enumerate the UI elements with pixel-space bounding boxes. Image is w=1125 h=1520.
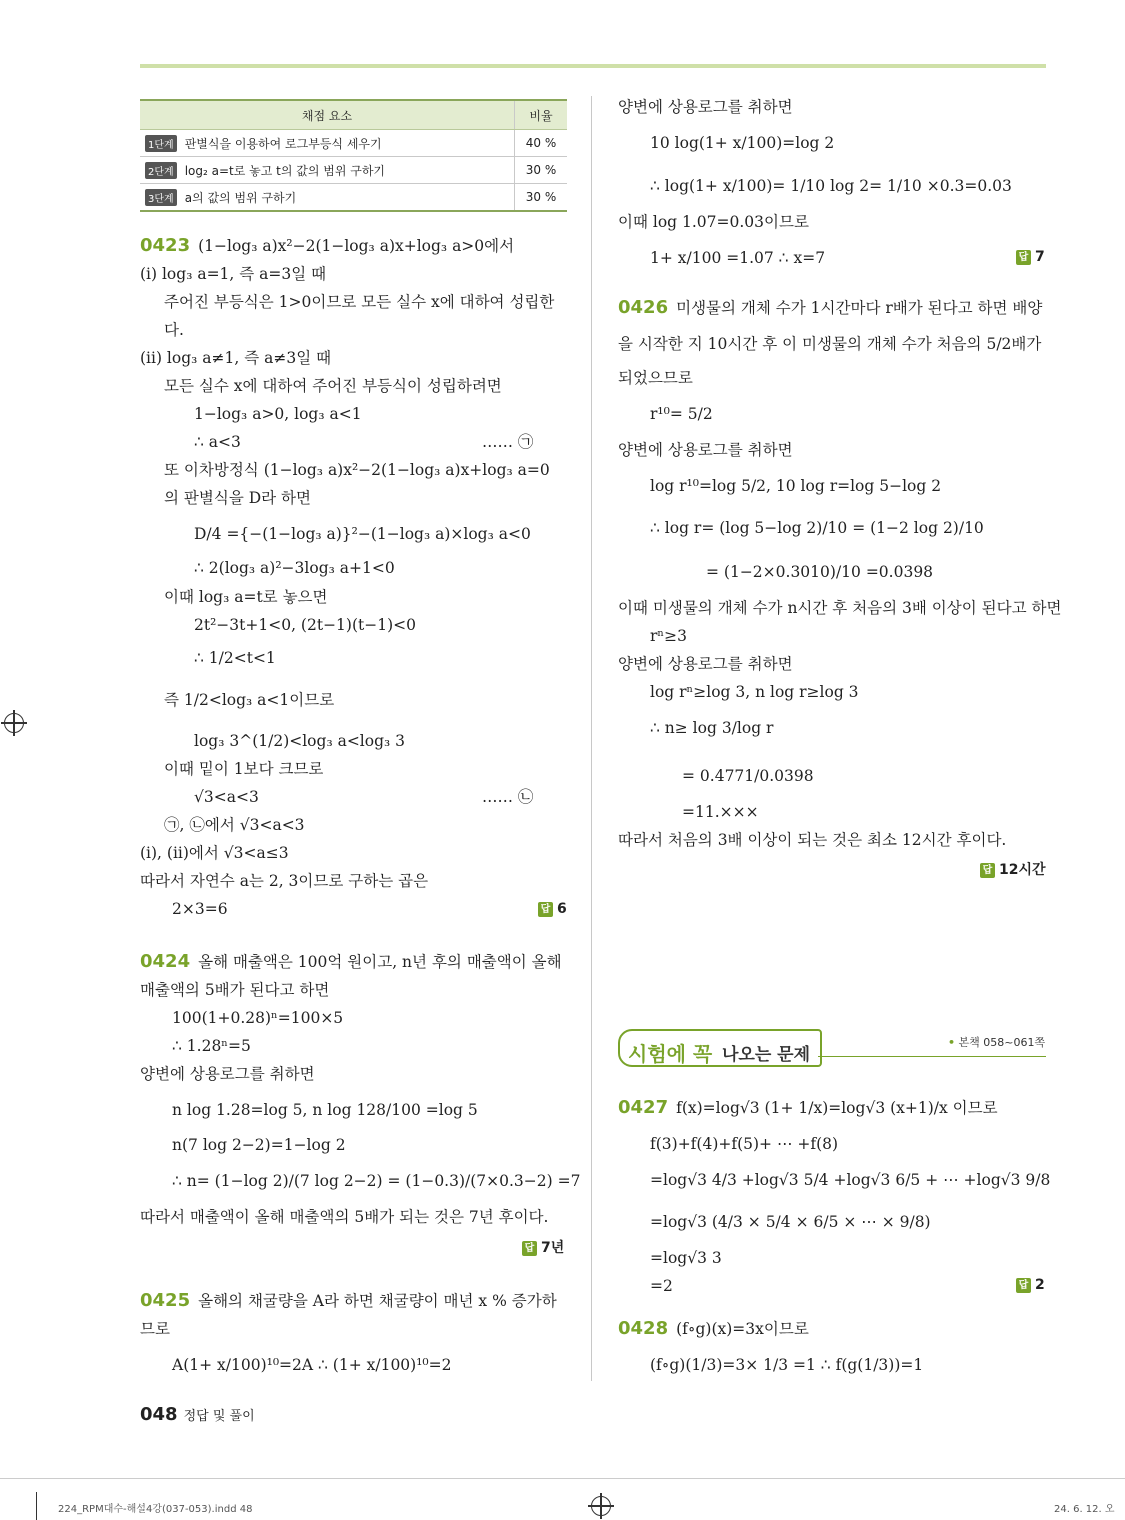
problem-0424-line: n(7 log 2−2)=1−log 2 xyxy=(172,1136,346,1154)
problem-number: 0424 xyxy=(140,951,191,972)
problem-0426-line: = 0.4771/0.0398 xyxy=(682,767,814,785)
problem-0423-line: ∴ 2(log₃ a)²−3log₃ a+1<0 xyxy=(194,559,395,577)
problem-0423-line: 또 이차방정식 (1−log₃ a)x²−2(1−log₃ a)x+log₃ a=0 xyxy=(164,461,550,479)
page-footer xyxy=(140,1404,255,1425)
problem-0423-line: 2×3=6 xyxy=(172,900,228,918)
crop-mark xyxy=(36,1492,37,1520)
problem-0426-line: 양변에 상용로그를 취하면 xyxy=(618,441,793,459)
problem-0427-line: =log√3 3 xyxy=(650,1249,722,1267)
slug-date: 24. 6. 12. 오 xyxy=(1054,1504,1115,1515)
problem-0426-line: 따라서 처음의 3배 이상이 되는 것은 최소 12시간 후이다. xyxy=(618,831,1007,849)
answer-icon: 답 xyxy=(538,902,553,917)
banner-underline xyxy=(818,1056,1046,1057)
problem-0425-cont-line: 1+ x/100 =1.07 ∴ x=7 xyxy=(650,249,826,267)
problem-0425-cont-line: 이때 log 1.07=0.03이므로 xyxy=(618,213,809,231)
problem-number: 0423 xyxy=(140,235,191,256)
problem-0426-line: ∴ n≥ log 3/log r xyxy=(650,719,774,737)
answer-0426: 답 12시간 xyxy=(980,859,1046,879)
problem-0425-cont-line: ∴ log(1+ x/100)= 1/10 log 2= 1/10 ×0.3=0.03 xyxy=(650,177,1012,195)
problem-0426-line: ∴ log r= (log 5−log 2)/10 = (1−2 log 2)/10 xyxy=(650,519,984,537)
step-badge: 1단계 xyxy=(145,135,177,152)
problem-0424-line: ∴ 1.28ⁿ=5 xyxy=(172,1037,251,1055)
problem-0423-line: (i) log₃ a=1, 즉 a=3일 때 xyxy=(140,265,327,283)
problem-0425-line: 므로 xyxy=(140,1320,170,1338)
answer-icon: 답 xyxy=(1016,250,1031,265)
problem-0424-line: 매출액의 5배가 된다고 하면 xyxy=(140,981,330,999)
problem-0423-line: log₃ 3^(1/2)<log₃ a<log₃ 3 xyxy=(194,732,406,750)
table-row xyxy=(140,157,567,184)
slug-rule xyxy=(0,1478,1125,1479)
page-number: 048 xyxy=(140,1404,178,1425)
problem-0424-line: n log 1.28=log 5, n log 128/100 =log 5 xyxy=(172,1101,478,1119)
problem-0423-line: 1−log₃ a>0, log₃ a<1 xyxy=(194,405,362,423)
problem-0426-line: 이때 미생물의 개체 수가 n시간 후 처음의 3배 이상이 된다고 하면 xyxy=(618,599,1062,617)
registration-mark-icon xyxy=(4,713,24,733)
answer-icon: 답 xyxy=(522,1241,537,1256)
problem-0423-line: 이때 밑이 1보다 크므로 xyxy=(164,760,324,778)
problem-0423-line: 모든 실수 x에 대하여 주어진 부등식이 성립하려면 xyxy=(164,377,502,395)
answer-icon: 답 xyxy=(1016,1278,1031,1293)
marker-b: …… ㉡ xyxy=(482,788,534,806)
problem-0423-line: 0423 (1−log₃ a)x²−2(1−log₃ a)x+log₃ a>0에서 xyxy=(140,235,515,256)
answer-icon: 답 xyxy=(980,863,995,878)
problem-number: 0425 xyxy=(140,1290,191,1311)
table-header-ratio: 비율 xyxy=(515,100,568,130)
banner-title-2: 나오는 문제 xyxy=(722,1045,811,1065)
problem-0423-line: 다. xyxy=(164,321,184,339)
problem-0426-line: =11.××× xyxy=(682,803,759,821)
problem-0423-line: D/4 ={−(1−log₃ a)}²−(1−log₃ a)×log₃ a<0 xyxy=(194,525,531,543)
slug-filename: 224_RPM대수-해설4강(037-053).indd 48 xyxy=(58,1504,253,1515)
problem-0425-line: A(1+ x/100)¹⁰=2A ∴ (1+ x/100)¹⁰=2 xyxy=(172,1356,452,1374)
table-header-criteria: 채점 요소 xyxy=(140,100,515,130)
problem-0424-line: ∴ n= (1−log 2)/(7 log 2−2) = (1−0.3)/(7×0.3−2) =7 xyxy=(172,1172,581,1190)
problem-0423-line: 의 판별식을 D라 하면 xyxy=(164,489,311,507)
answer-0425: 답 7 xyxy=(1016,249,1045,265)
problem-0426-line: log rⁿ≥log 3, n log r≥log 3 xyxy=(650,683,859,701)
problem-0424-line: 100(1+0.28)ⁿ=100×5 xyxy=(172,1009,344,1027)
step-ratio: 40 % xyxy=(515,130,568,157)
problem-0423-line: ∴ 1/2<t<1 xyxy=(194,649,276,667)
problem-0425-cont-line: 10 log(1+ x/100)=log 2 xyxy=(650,134,835,152)
problem-0427-line: =log√3 4/3 +log√3 5/4 +log√3 6/5 + ⋯ +log√3 9/8 xyxy=(650,1171,1051,1189)
footer-label: 정답 및 풀이 xyxy=(183,1409,255,1424)
problem-0428-line: (f∘g)(1/3)=3× 1/3 =1 ∴ f(g(1/3))=1 xyxy=(650,1356,924,1374)
table-row xyxy=(140,130,567,157)
problem-0427-line: =2 xyxy=(650,1277,673,1295)
problem-0425-line: 0425 올해의 채굴량을 A라 하면 채굴량이 매년 x % 증가하 xyxy=(140,1290,557,1311)
answer-0423: 답 6 xyxy=(538,901,567,917)
problem-0426-line: rⁿ≥3 xyxy=(650,627,687,645)
problem-0423-line: 주어진 부등식은 1>0이므로 모든 실수 x에 대하여 성립한 xyxy=(164,293,555,311)
problem-0424-line: 양변에 상용로그를 취하면 xyxy=(140,1065,315,1083)
problem-0426-line: 0426 미생물의 개체 수가 1시간마다 r배가 된다고 하면 배양 xyxy=(618,297,1043,318)
problem-0423-line: 따라서 자연수 a는 2, 3이므로 구하는 곱은 xyxy=(140,872,429,890)
problem-0426-line: 되었으므로 xyxy=(618,369,693,387)
problem-0424-line: 0424 올해 매출액은 100억 원이고, n년 후의 매출액이 올해 xyxy=(140,951,562,972)
problem-0423-line: 이때 log₃ a=t로 놓으면 xyxy=(164,588,328,606)
problem-number: 0428 xyxy=(618,1318,669,1339)
problem-0427-line: 0427 f(x)=log√3 (1+ 1/x)=log√3 (x+1)/x 이므로 xyxy=(618,1097,998,1118)
problem-0425-cont-line: 양변에 상용로그를 취하면 xyxy=(618,98,793,116)
step-text: log₂ a=t로 놓고 t의 값의 범위 구하기 xyxy=(184,163,386,178)
problem-0426-line: = (1−2×0.3010)/10 =0.0398 xyxy=(706,563,934,581)
problem-0426-line: 을 시작한 지 10시간 후 이 미생물의 개체 수가 처음의 5/2배가 xyxy=(618,335,1042,353)
problem-0423-line: 즉 1/2<log₃ a<1이므로 xyxy=(164,691,335,709)
answer-0427: 답 2 xyxy=(1016,1277,1045,1293)
problem-number: 0427 xyxy=(618,1097,669,1118)
problem-0423-line: √3<a<3 xyxy=(194,788,259,806)
top-rule xyxy=(140,64,1046,68)
problem-0423-line: 2t²−3t+1<0, (2t−1)(t−1)<0 xyxy=(194,616,416,634)
problem-0423-line: ㉠, ㉡에서 √3<a<3 xyxy=(164,816,305,834)
problem-0427-line: f(3)+f(4)+f(5)+ ⋯ +f(8) xyxy=(650,1135,839,1153)
problem-0426-line: log r¹⁰=log 5/2, 10 log r=log 5−log 2 xyxy=(650,477,942,495)
banner-reference: • 본책 058~061쪽 xyxy=(948,1036,1046,1049)
marker-a: …… ㉠ xyxy=(482,433,534,451)
problem-0426-line: r¹⁰= 5/2 xyxy=(650,405,713,423)
problem-0424-line: 따라서 매출액이 올해 매출액의 5배가 되는 것은 7년 후이다. xyxy=(140,1208,549,1226)
step-ratio: 30 % xyxy=(515,157,568,184)
problem-0423-line: (i), (ii)에서 √3<a≤3 xyxy=(140,844,289,862)
problem-number: 0426 xyxy=(618,297,669,318)
problem-0423-line: ∴ a<3 xyxy=(194,433,241,451)
table-row xyxy=(140,184,567,212)
step-badge: 2단계 xyxy=(145,162,177,179)
scoring-table xyxy=(140,99,567,212)
registration-mark-icon xyxy=(591,1496,611,1516)
problem-0426-line: 양변에 상용로그를 취하면 xyxy=(618,655,793,673)
step-text: 판별식을 이용하여 로그부등식 세우기 xyxy=(184,136,382,151)
step-ratio: 30 % xyxy=(515,184,568,212)
step-badge: 3단계 xyxy=(145,189,177,206)
column-divider xyxy=(591,96,592,1381)
problem-0428-line: 0428 (f∘g)(x)=3x이므로 xyxy=(618,1318,809,1339)
problem-0427-line: =log√3 (4/3 × 5/4 × 6/5 × ⋯ × 9/8) xyxy=(650,1213,931,1231)
bullet-icon: • xyxy=(948,1036,956,1049)
answer-0424: 답 7년 xyxy=(522,1237,564,1257)
step-text: a의 값의 범위 구하기 xyxy=(184,190,297,205)
banner-title-1: 시험에 꼭 xyxy=(628,1042,713,1066)
problem-0423-line: (ii) log₃ a≠1, 즉 a≠3일 때 xyxy=(140,349,332,367)
